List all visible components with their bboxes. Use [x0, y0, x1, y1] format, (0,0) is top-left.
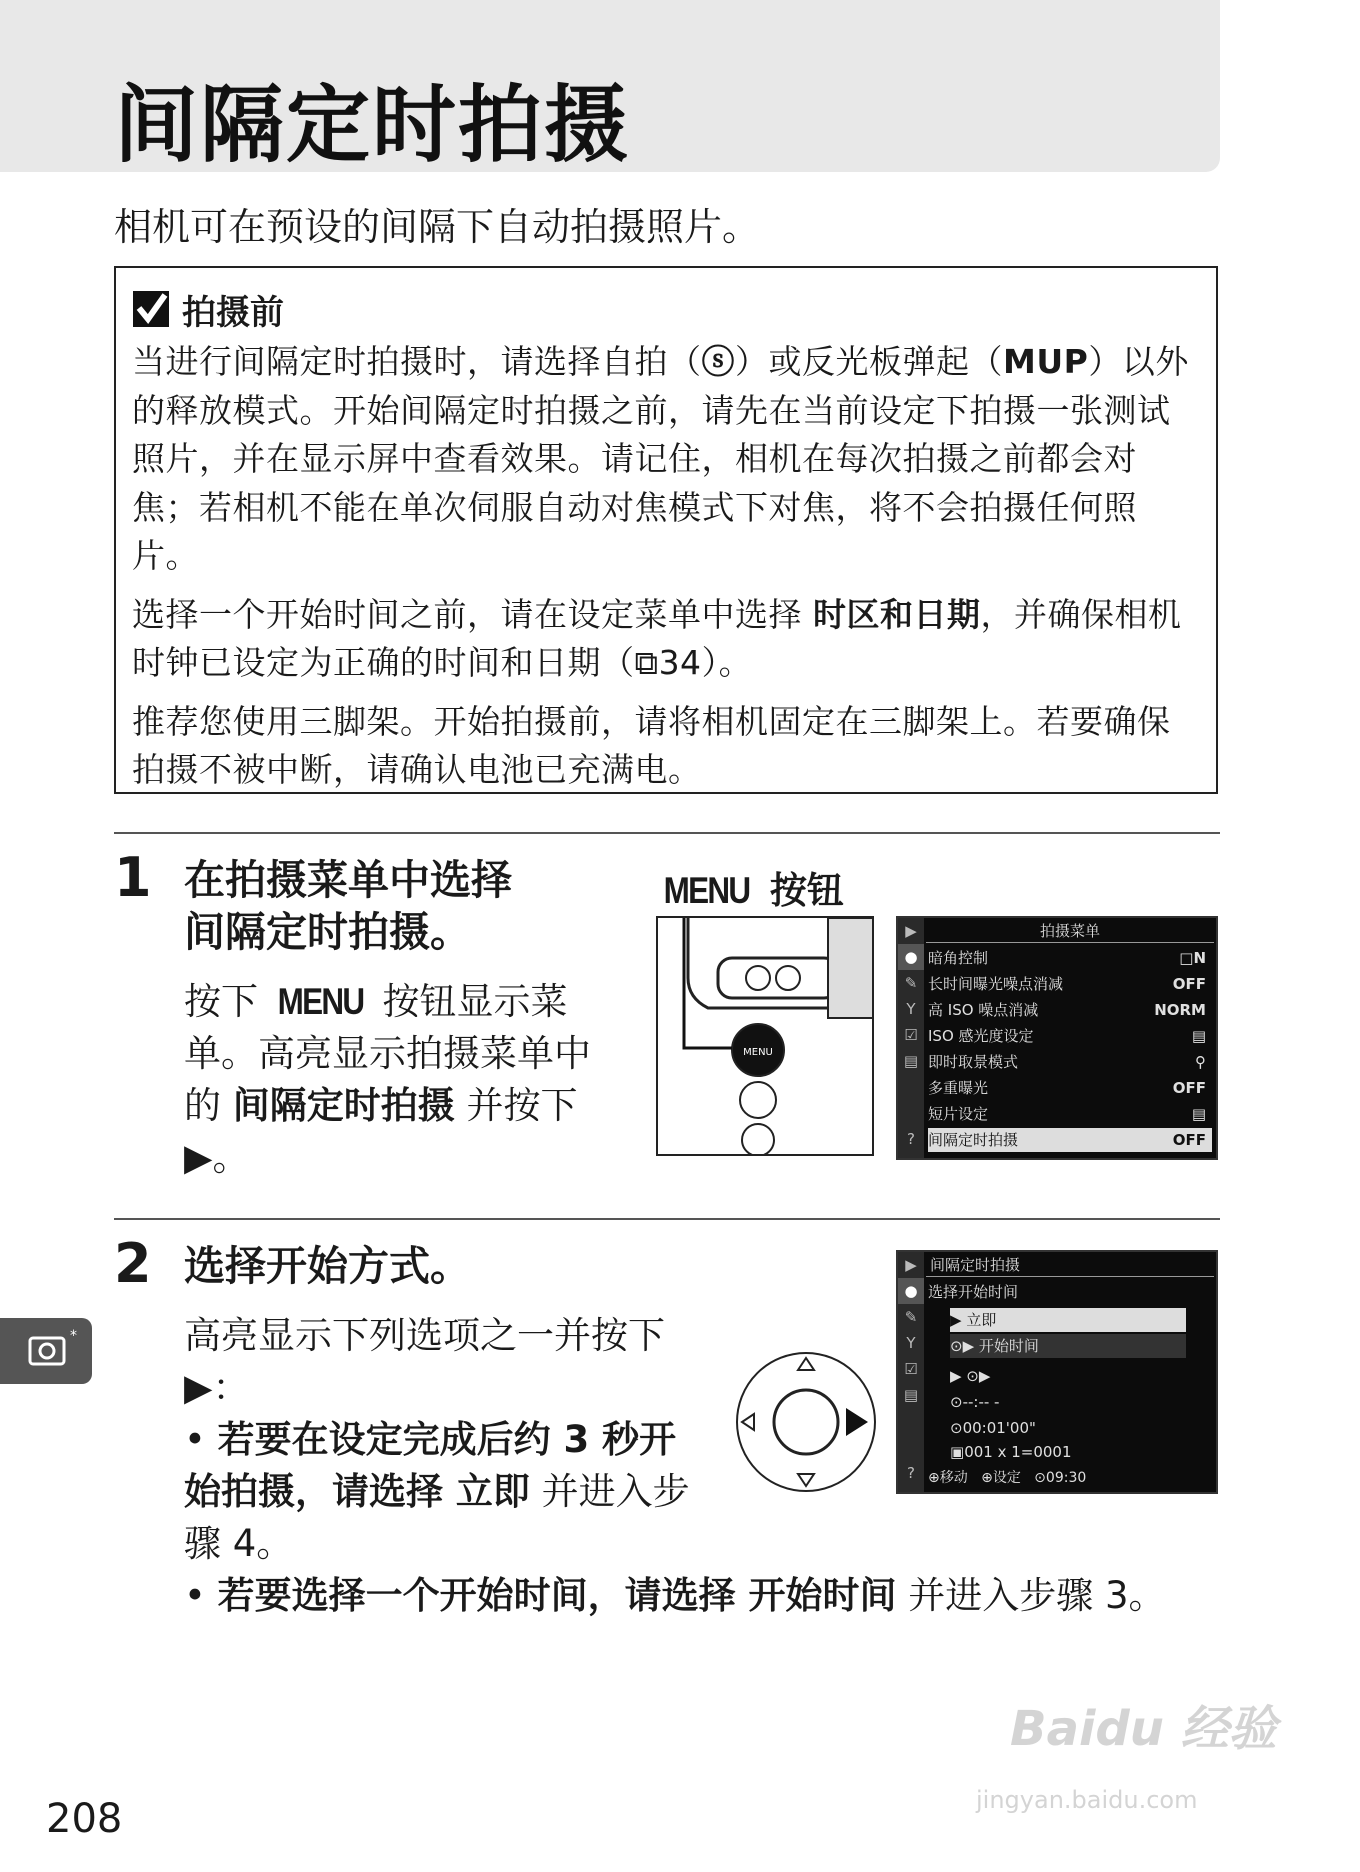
checkmark-icon [132, 290, 170, 328]
shots-value: ▣001 x 1=0001 [950, 1443, 1072, 1461]
camera-illustration [656, 916, 874, 1156]
intro-text: 相机可在预设的间隔下自动拍摄照片。 [114, 205, 761, 249]
watermark-logo: Baidu 经验 [1010, 1701, 1277, 1757]
retouch-tab-icon: ☑ [904, 1026, 918, 1044]
note-heading-text: 拍摄前 [182, 292, 284, 333]
self-timer-icon: ⓢ [701, 342, 735, 381]
interval-value: ⊙00:01'00" [950, 1419, 1036, 1437]
lcd-subheader: 选择开始时间 [928, 1283, 1019, 1301]
menu-button-label: MENU 按钮 [663, 869, 844, 912]
wrench-tab-icon: Y [906, 1334, 916, 1352]
camera-icon [0, 1318, 92, 1384]
step-2-body: 高亮显示下列选项之一并按下 ▶： [184, 1314, 665, 1409]
divider [114, 1218, 1220, 1220]
lcd-footer: ⊕移动 ⊕设定 ⊙09:30 [928, 1470, 1087, 1486]
camera-tab-icon: ● [898, 944, 924, 970]
step-2-number: 2 [114, 1232, 152, 1295]
pencil-tab-icon: ✎ [904, 974, 918, 992]
lcd-header: 拍摄菜单 [926, 920, 1214, 943]
menu-item: 暗角控制 □N [928, 949, 1206, 967]
option-now: ▶ 立即 [950, 1308, 1186, 1332]
camera-tab-icon: ● [898, 1278, 924, 1304]
step-1-number: 1 [114, 846, 152, 909]
svg-text:MENU: MENU [743, 1047, 773, 1058]
menu-item: 短片设定 ▤ [928, 1105, 1206, 1123]
step-1-title: 在拍摄菜单中选择 间隔定时拍摄。 [184, 856, 512, 956]
svg-text:*: * [70, 1328, 77, 1344]
divider [114, 832, 1220, 834]
my-menu-tab-icon: ▤ [903, 1052, 919, 1070]
note-paragraph-3: 推荐您使用三脚架。开始拍摄前，请将相机固定在三脚架上。若要确保拍摄不被中断，请确认电池已充满电。 [132, 701, 1171, 789]
note-paragraph-2: 选择一个开始时间之前，请在设定菜单中选择 时区和日期，并确保相机时钟已设定为正确的时间和日期（⧉34）。 [132, 594, 1182, 682]
shooting-menu-screen [896, 916, 1218, 1160]
step-1-body: 按下 MENU 按钮显示菜单。高亮显示拍摄菜单中的 间隔定时拍摄 并按下 ▶。 [184, 980, 591, 1179]
playback-tab-icon: ▶ [905, 922, 917, 940]
menu-item: 即时取景模式 ⚲ [928, 1053, 1206, 1071]
watermark-url: jingyan.baidu.com [976, 1786, 1198, 1814]
page-title: 间隔定时拍摄 [114, 76, 631, 174]
note-heading [132, 286, 1200, 332]
menu-tab-strip [898, 1252, 924, 1492]
option-start-time: ⊙▶ 开始时间 [950, 1334, 1186, 1358]
bullet-1: • 若要在设定完成后约 3 秒开始拍摄，请选择 立即 并进入步骤 4。 [184, 1418, 690, 1565]
retouch-tab-icon: ☑ [904, 1360, 918, 1378]
step-2-title: 选择开始方式。 [184, 1242, 471, 1290]
menu-item: 长时间曝光噪点消减 OFF [928, 975, 1206, 993]
menu-tab-strip [898, 918, 924, 1158]
pencil-tab-icon: ✎ [904, 1308, 918, 1326]
menu-item: 高 ISO 噪点消减 NORM [928, 1001, 1206, 1019]
multi-selector-icon [736, 1352, 876, 1492]
bullet-2: • 若要选择一个开始时间，请选择 开始时间 并进入步骤 3。 [184, 1574, 1166, 1617]
lcd-header: 间隔定时拍摄 [926, 1254, 1214, 1277]
mode-icons: ▶ ⊙▶ [950, 1367, 991, 1385]
start-time-value: ⊙--:-- - [950, 1393, 1000, 1411]
my-menu-tab-icon: ▤ [903, 1386, 919, 1404]
menu-item: 间隔定时拍摄 OFF [928, 1128, 1212, 1152]
page-number: 208 [46, 1796, 123, 1842]
help-icon: ? [907, 1130, 915, 1148]
page-ref-icon: ⧉ [634, 643, 659, 682]
mirror-up-icon: MUP [1003, 342, 1089, 381]
help-icon: ? [907, 1464, 915, 1482]
note-paragraph-1: 当进行间隔定时拍摄时，请选择自拍（ⓢ）或反光板弹起（MUP）以外的释放模式。开始间隔定时拍摄之前，请先在当前设定下拍摄一张测试照片，并在显示屏中查看效果。请记住，相机在每次拍摄之前都会对焦；若相机不能在单次伺服自动对焦模式下对焦，将不会拍摄任何照片。 [132, 342, 1189, 575]
wrench-tab-icon: Y [906, 1000, 916, 1018]
note-box [114, 266, 1218, 794]
playback-tab-icon: ▶ [905, 1256, 917, 1274]
shooting-menu-tab-marker [0, 1318, 92, 1384]
interval-timer-screen [896, 1250, 1218, 1494]
menu-item: ISO 感光度设定 ▤ [928, 1027, 1206, 1045]
menu-item: 多重曝光 OFF [928, 1079, 1206, 1097]
